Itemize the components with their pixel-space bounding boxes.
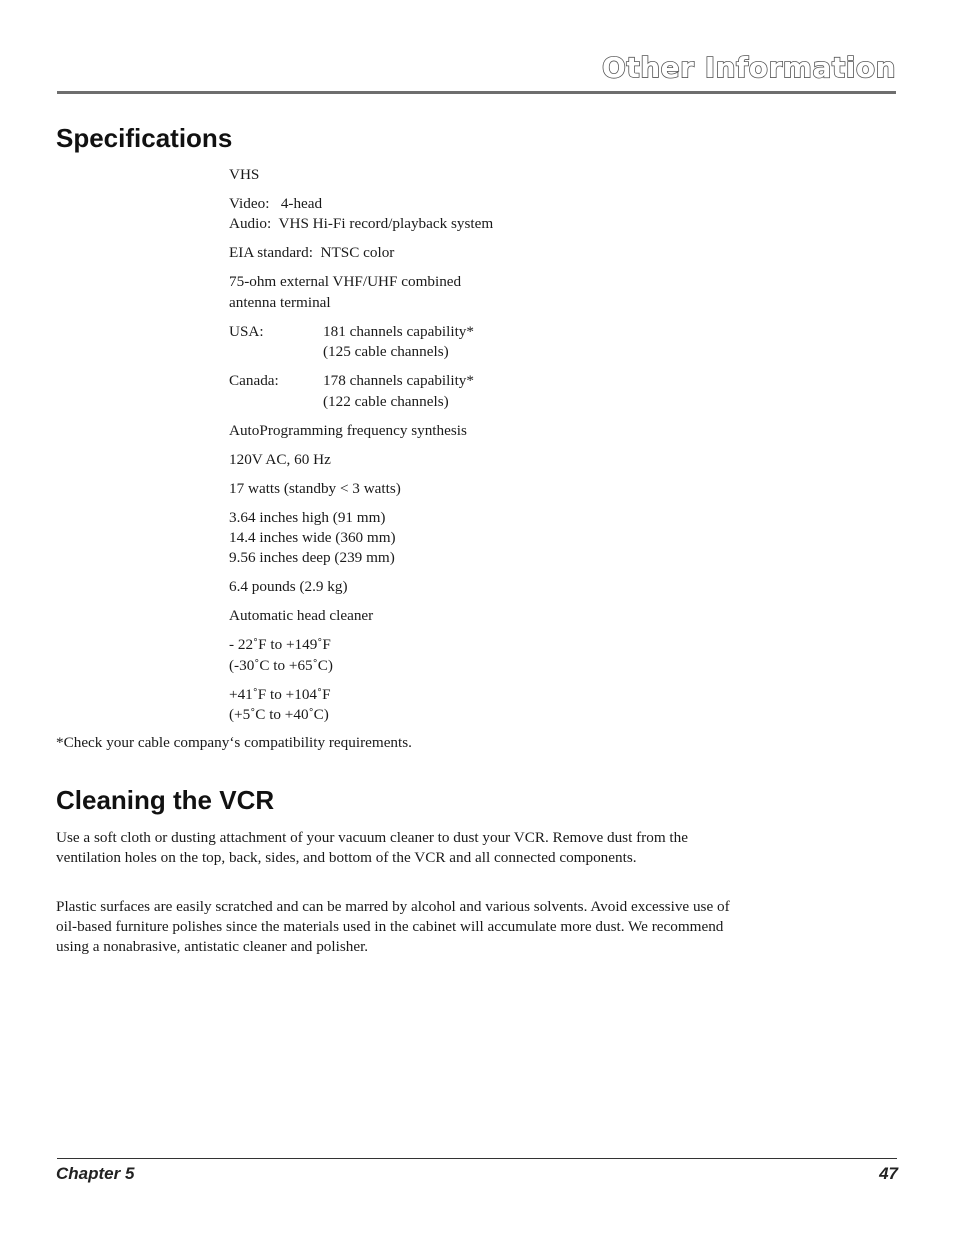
footer-divider <box>57 1158 897 1159</box>
specifications-list <box>229 165 689 734</box>
spec-line: (125 cable channels) <box>323 343 449 361</box>
spec-item-dimensions <box>229 508 689 569</box>
spec-item-weight <box>229 577 689 597</box>
cleaning-paragraph: Plastic surfaces are easily scratched and can be marred by alcohol and various solvents. Avoid excessive use of oil-based furniture polishes since the materials used in the cabinet will accumulate more dust. We recommend using a nonabrasive, antistatic cleaner and polisher. <box>56 898 730 956</box>
specifications-footnote: *Check your cable company‘s compatibility requirements. <box>56 734 412 751</box>
header-divider <box>57 91 896 94</box>
spec-line: 17 watts (standby < 3 watts) <box>229 479 401 497</box>
page-number: 47 <box>879 1164 898 1183</box>
spec-item-canada-channels <box>229 371 689 412</box>
spec-line: - 22˚F to +149˚F <box>229 636 331 654</box>
spec-item-tuner <box>229 421 689 441</box>
spec-line: Video: 4-head <box>229 195 323 212</box>
spec-label: USA: <box>229 322 264 340</box>
spec-line: Automatic head cleaner <box>229 607 374 625</box>
spec-line: Audio: VHS Hi-Fi record/playback system <box>229 215 494 233</box>
spec-line: AutoProgramming frequency synthesis <box>229 421 467 439</box>
spec-item-heads <box>229 194 689 235</box>
spec-item-usa-channels <box>229 322 689 363</box>
spec-line: (+5˚C to +40˚C) <box>229 706 329 724</box>
spec-item-head-cleaner <box>229 606 689 626</box>
spec-line: +41˚F to +104˚F <box>229 685 331 703</box>
spec-line: 14.4 inches wide (360 mm) <box>229 529 396 547</box>
spec-item-standard <box>229 243 689 263</box>
spec-label: Canada: <box>229 372 279 390</box>
spec-line: EIA standard: NTSC color <box>229 244 395 262</box>
spec-item-format <box>229 165 689 185</box>
spec-item-power-consumption <box>229 479 689 499</box>
spec-line: (-30˚C to +65˚C) <box>229 656 333 674</box>
spec-item-antenna <box>229 272 689 313</box>
spec-line: 9.56 inches deep (239 mm) <box>229 549 395 567</box>
spec-item-storage-temperature <box>229 635 689 676</box>
cleaning-heading: Cleaning the VCR <box>56 785 275 815</box>
spec-item-power-supply <box>229 450 689 470</box>
spec-line: 75-ohm external VHF/UHF combined <box>229 273 462 291</box>
specifications-heading: Specifications <box>56 123 233 153</box>
cleaning-paragraph: Use a soft cloth or dusting attachment of your vacuum cleaner to dust your VCR. Remove dust from the ventilation holes on the top, back, sides, and bottom of the VCR and all connected components. <box>56 829 688 867</box>
spec-line: 3.64 inches high (91 mm) <box>229 508 386 526</box>
spec-line: 178 channels capability* <box>323 372 474 390</box>
spec-item-operating-temperature <box>229 685 689 726</box>
spec-line: VHS <box>229 166 260 183</box>
spec-line: 120V AC, 60 Hz <box>229 450 331 468</box>
footer-chapter: Chapter 5 <box>56 1164 135 1183</box>
spec-line: 181 channels capability* <box>323 322 474 340</box>
spec-line: antenna terminal <box>229 293 331 311</box>
spec-line: (122 cable channels) <box>323 392 449 410</box>
spec-line: 6.4 pounds (2.9 kg) <box>229 578 348 596</box>
page-header-title: Other Information <box>602 51 896 84</box>
